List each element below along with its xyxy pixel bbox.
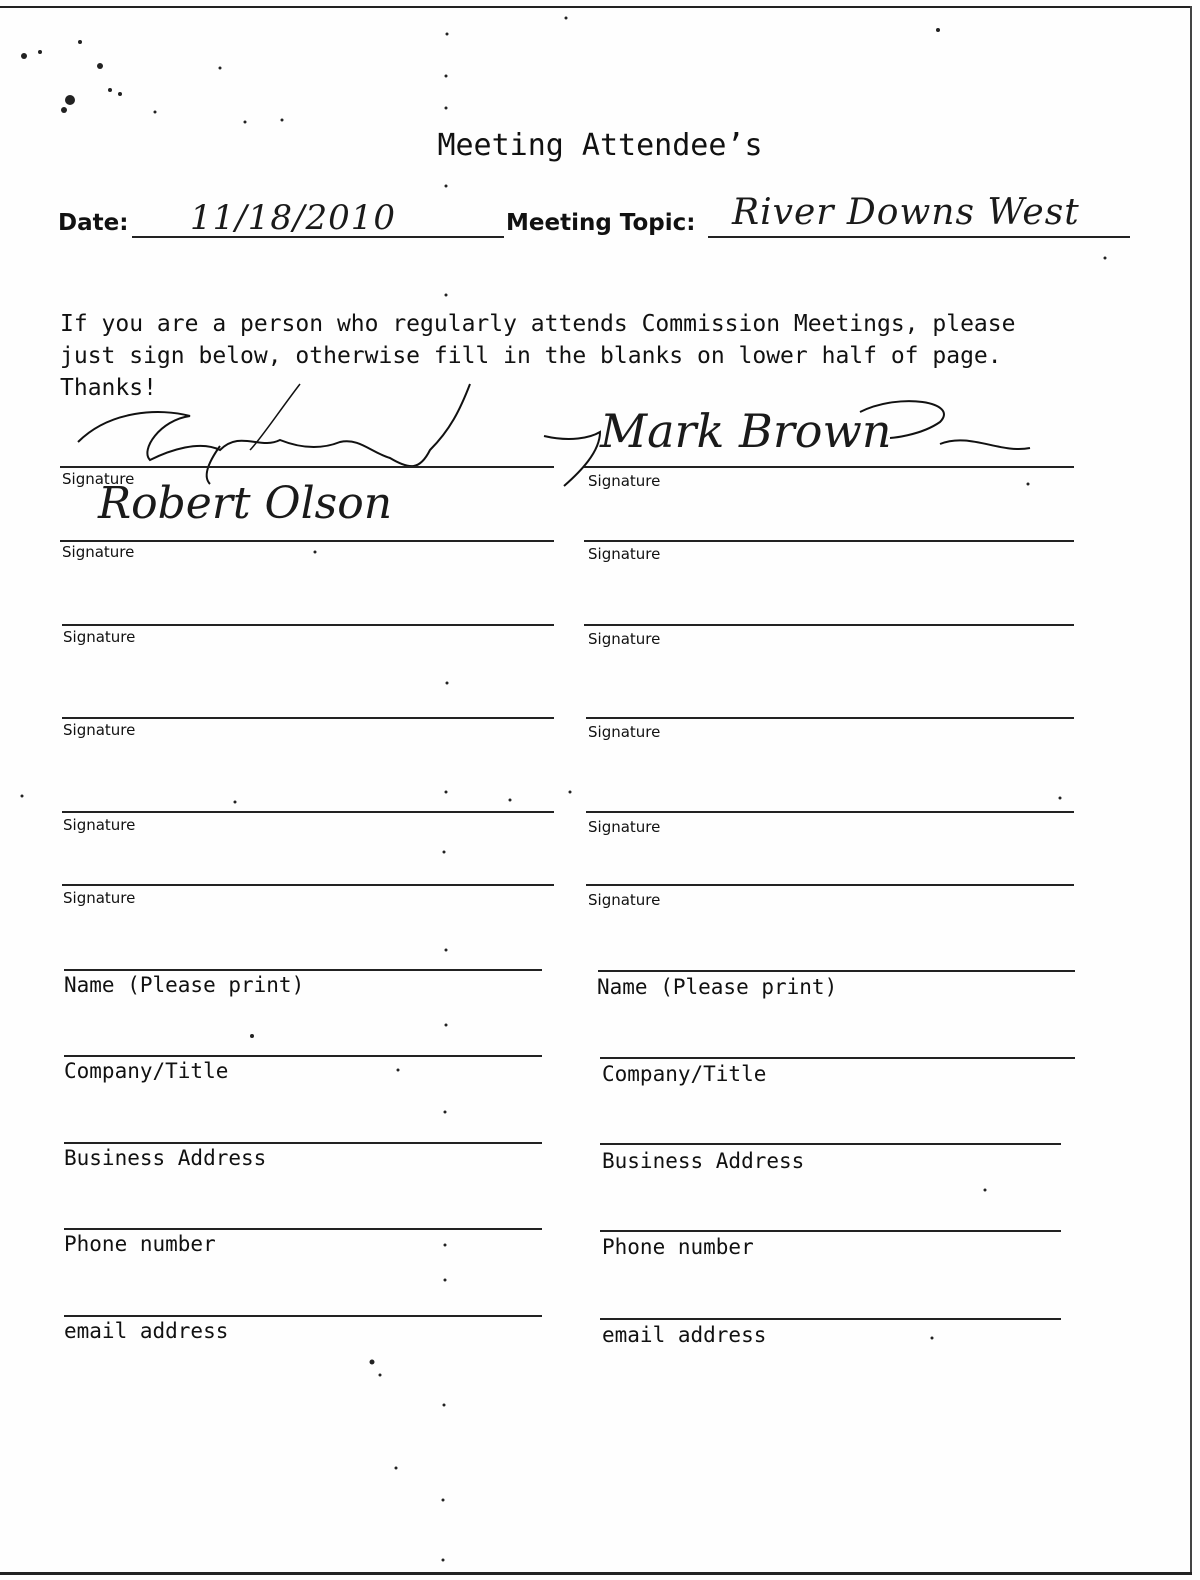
signature-label-2-right: Signature (588, 545, 661, 563)
instructions: If you are a person who regularly attends Commission Meetings, please just sign below, otherwise fill in the blanks on lower half of page. Thanks! (60, 311, 1016, 401)
signature-line-6-right[interactable] (586, 884, 1074, 886)
phone-label-right: Phone number (602, 1235, 754, 1259)
signature-line-5-right[interactable] (586, 811, 1074, 813)
email-label-right: email address (602, 1323, 767, 1347)
company-label-left: Company/Title (64, 1059, 229, 1083)
signature-label-3-left: Signature (63, 628, 136, 646)
signature-line-1-right[interactable] (584, 466, 1074, 468)
signature-label-5-right: Signature (588, 818, 661, 836)
address-line-right[interactable] (600, 1143, 1061, 1145)
signature-label-4-left: Signature (63, 721, 136, 739)
signature-line-2-right[interactable] (584, 540, 1074, 542)
signature-label-6-right: Signature (588, 891, 661, 909)
signature-label-3-right: Signature (588, 630, 661, 648)
email-line-left[interactable] (64, 1315, 542, 1317)
name-label-right: Name (Please print) (597, 975, 838, 999)
date-value[interactable]: 11/18/2010 (190, 198, 396, 238)
signature-line-3-left[interactable] (62, 624, 554, 626)
signature-line-5-left[interactable] (62, 811, 554, 813)
company-line-right[interactable] (600, 1057, 1075, 1059)
signature-label-1-left: Signature (62, 470, 135, 488)
signature-label-5-left: Signature (63, 816, 136, 834)
signature-line-4-left[interactable] (62, 717, 554, 719)
signature-mark-brown: Mark Brown (600, 404, 892, 458)
signature-label-4-right: Signature (588, 723, 661, 741)
name-line-right[interactable] (598, 970, 1075, 972)
signature-line-6-left[interactable] (62, 884, 554, 886)
signature-label-6-left: Signature (63, 889, 136, 907)
company-line-left[interactable] (64, 1055, 542, 1057)
signature-line-2-left[interactable] (60, 540, 554, 542)
name-line-left[interactable] (64, 969, 542, 971)
signature-line-1-left[interactable] (60, 466, 554, 468)
signature-label-1-right: Signature (588, 472, 661, 490)
signature-line-4-right[interactable] (586, 717, 1074, 719)
meeting-topic-label: Meeting Topic: (506, 210, 696, 236)
signature-robert-olson: Robert Olson (98, 478, 393, 529)
phone-line-left[interactable] (64, 1228, 542, 1230)
meeting-topic-line (708, 236, 1130, 238)
email-line-right[interactable] (600, 1318, 1061, 1320)
name-label-left: Name (Please print) (64, 973, 305, 997)
meeting-topic-value[interactable]: River Downs West (732, 192, 1080, 233)
address-label-right: Business Address (602, 1149, 805, 1173)
phone-line-right[interactable] (600, 1230, 1061, 1232)
address-line-left[interactable] (64, 1142, 542, 1144)
signature-label-2-left: Signature (62, 543, 135, 561)
date-label: Date: (58, 210, 129, 236)
address-label-left: Business Address (64, 1146, 267, 1170)
page-title: Meeting Attendee’s (437, 128, 763, 163)
signature-line-3-right[interactable] (584, 624, 1074, 626)
company-label-right: Company/Title (602, 1062, 767, 1086)
email-label-left: email address (64, 1319, 229, 1343)
phone-label-left: Phone number (64, 1232, 216, 1256)
